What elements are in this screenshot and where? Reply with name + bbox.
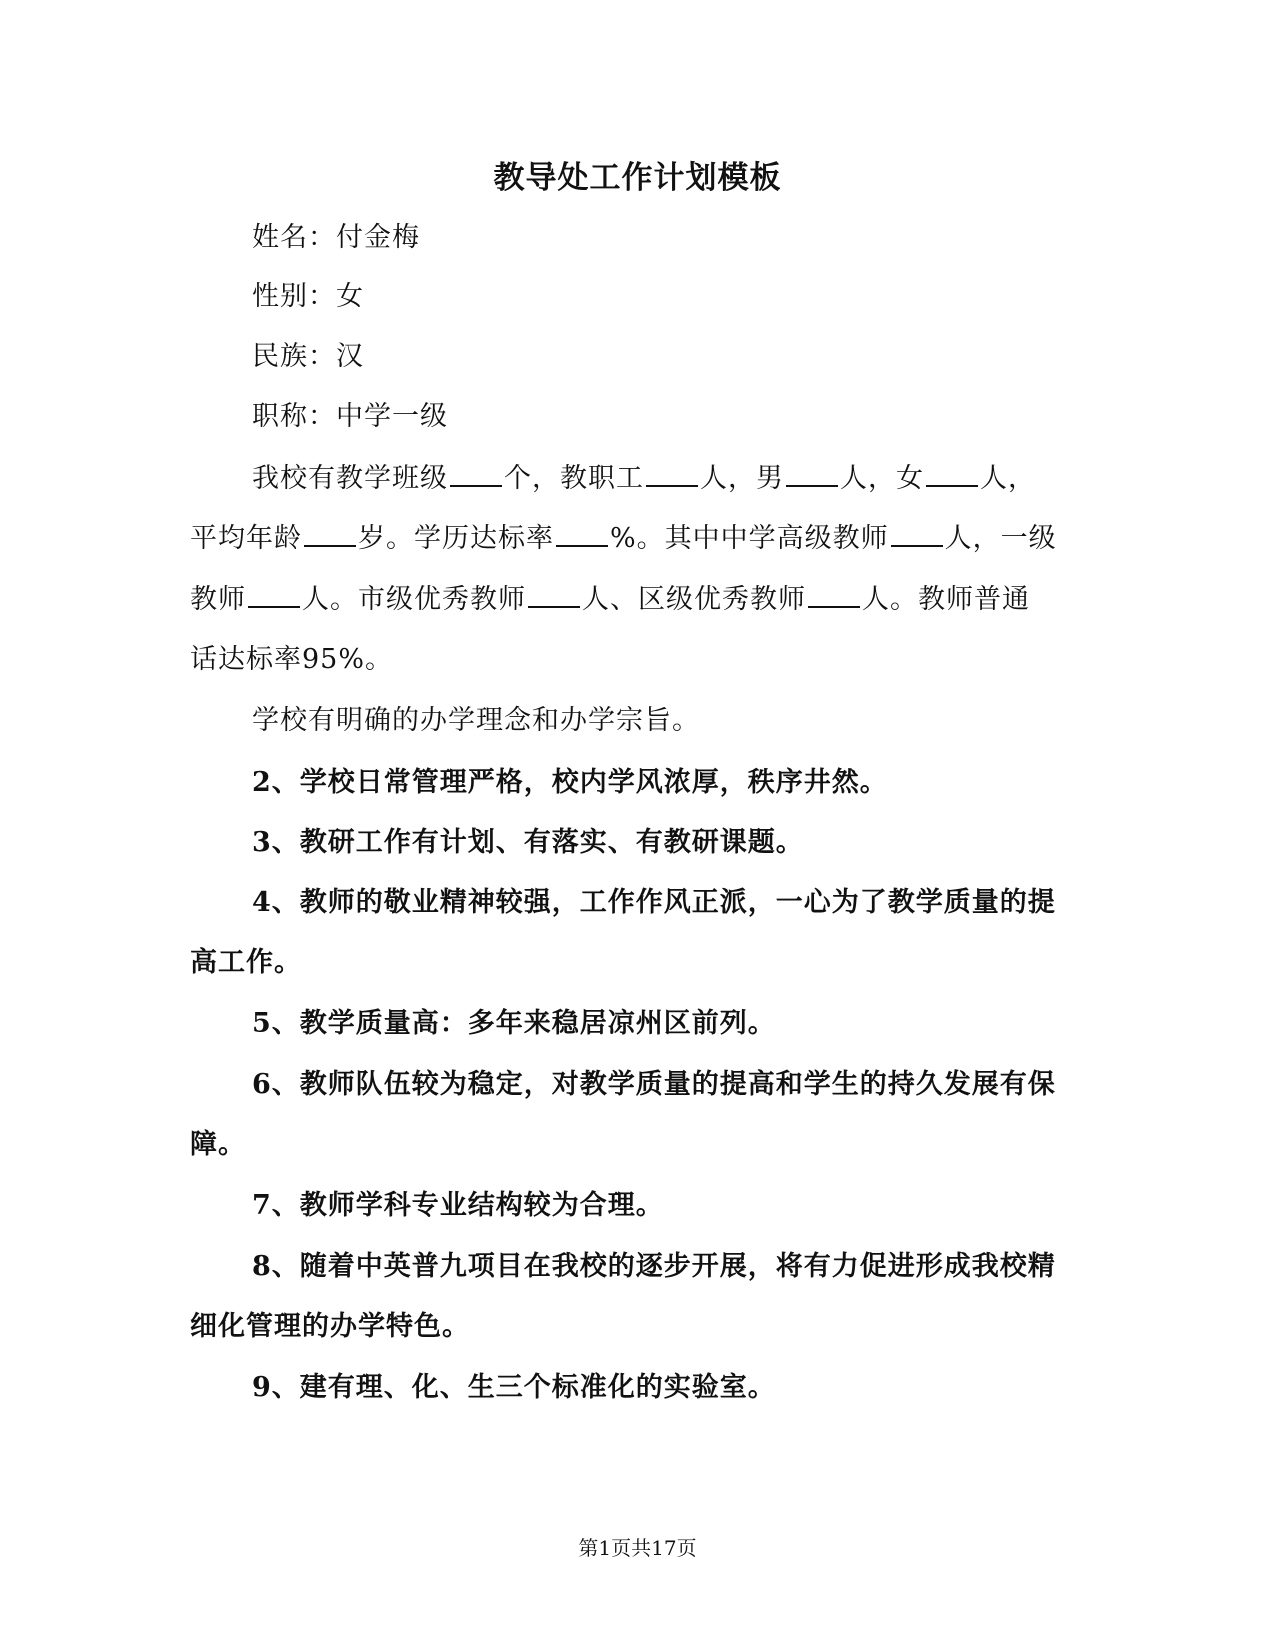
- stats-text: 岁。学历达标率: [358, 523, 554, 554]
- stats-text: 人，一级: [944, 523, 1057, 554]
- list-item: 9、建有理、化、生三个标准化的实验室。: [252, 1372, 776, 1403]
- stats-text: 人。教师普通: [862, 584, 1030, 615]
- list-item-continued: 细化管理的办学特色。: [190, 1311, 470, 1342]
- stats-text: 人，: [980, 463, 1036, 494]
- blank-field: [556, 523, 608, 547]
- stats-line-1: [252, 459, 1036, 499]
- page-number: 第1页共17页: [578, 1536, 697, 1560]
- stats-text: 教师: [190, 584, 246, 615]
- blank-field: [926, 463, 978, 487]
- blank-field: [891, 523, 943, 547]
- blank-field: [808, 584, 860, 608]
- list-item-continued: 障。: [190, 1129, 246, 1160]
- stats-text: 人。市级优秀教师: [302, 584, 526, 615]
- stats-text: 人，女: [840, 463, 924, 494]
- info-ethnicity: 民族：汉: [252, 341, 364, 372]
- list-item: 8、随着中英普九项目在我校的逐步开展，将有力促进形成我校精: [252, 1251, 1056, 1282]
- blank-field: [786, 463, 838, 487]
- info-name: 姓名：付金梅: [252, 222, 420, 253]
- document-title: 教导处工作计划模板: [493, 160, 782, 196]
- list-item: 4、教师的敬业精神较强，工作作风正派，一心为了教学质量的提: [252, 887, 1056, 918]
- list-item: 7、教师学科专业结构较为合理。: [252, 1190, 664, 1221]
- list-item-continued: 高工作。: [190, 947, 302, 978]
- list-item: 2、学校日常管理严格，校内学风浓厚，秩序井然。: [252, 767, 888, 798]
- stats-line-3: [190, 580, 1030, 620]
- blank-field: [304, 523, 356, 547]
- stats-text: 平均年龄: [190, 523, 302, 554]
- stats-text: 个，教职工: [504, 463, 644, 494]
- paragraph: 学校有明确的办学理念和办学宗旨。: [252, 705, 700, 736]
- stats-line-2: [190, 519, 1057, 559]
- blank-field: [450, 463, 502, 487]
- list-item: 6、教师队伍较为稳定，对教学质量的提高和学生的持久发展有保: [252, 1069, 1056, 1100]
- blank-field: [646, 463, 698, 487]
- list-item: 3、教研工作有计划、有落实、有教研课题。: [252, 827, 804, 858]
- blank-field: [528, 584, 580, 608]
- list-item: 5、教学质量高：多年来稳居凉州区前列。: [252, 1008, 776, 1039]
- info-rank: 职称：中学一级: [252, 401, 448, 432]
- stats-text: 我校有教学班级: [252, 463, 448, 494]
- stats-text: %。其中中学高级教师: [610, 523, 889, 554]
- blank-field: [248, 584, 300, 608]
- stats-text: 人，男: [700, 463, 784, 494]
- info-gender: 性别：女: [252, 281, 364, 312]
- stats-line-4: 话达标率95%。: [190, 644, 394, 675]
- stats-text: 人、区级优秀教师: [582, 584, 806, 615]
